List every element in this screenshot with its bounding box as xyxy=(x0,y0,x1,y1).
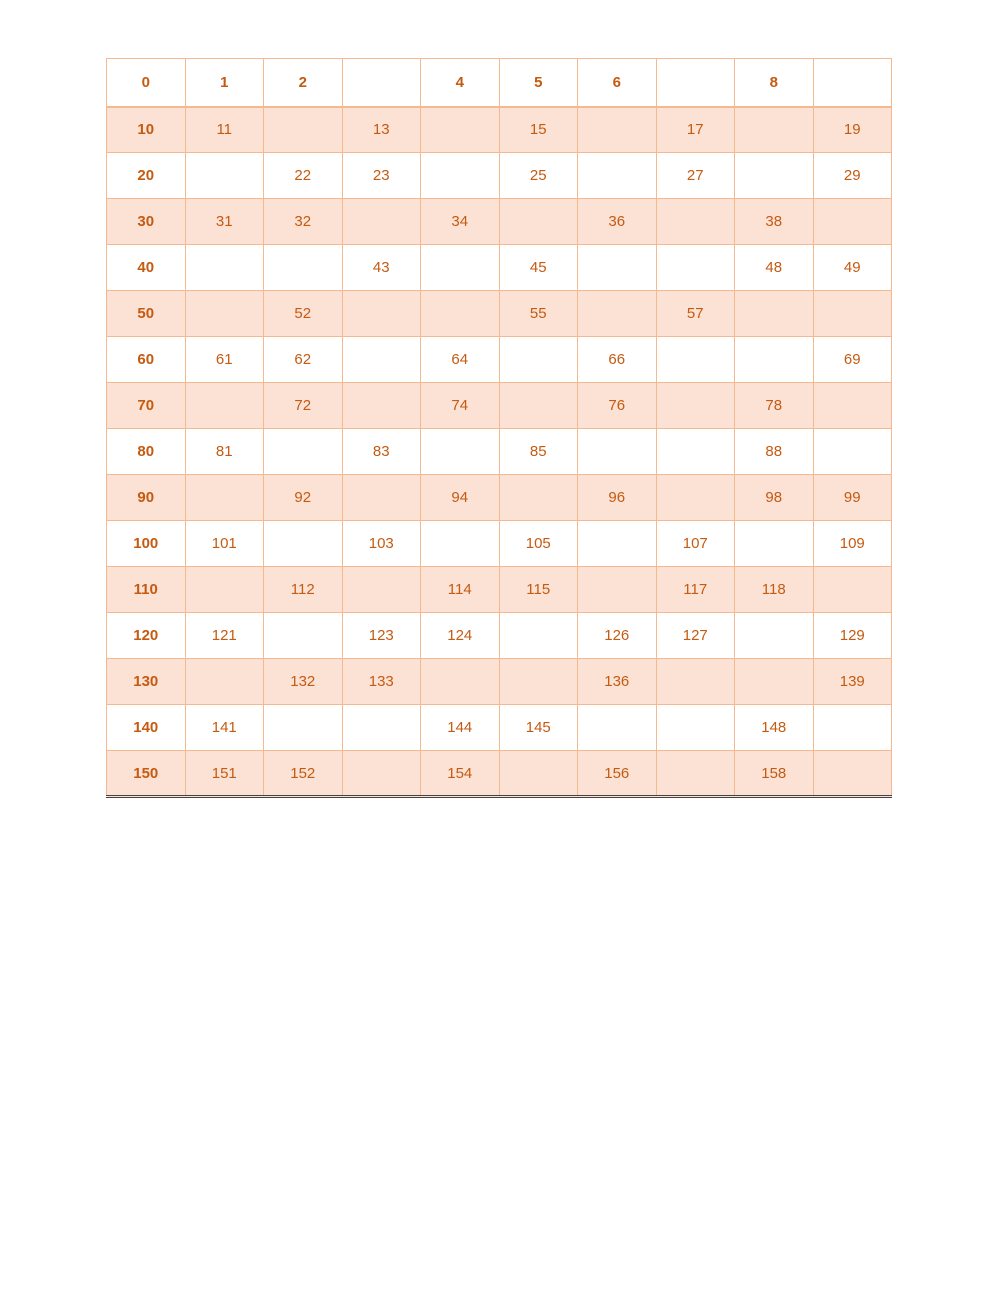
number-cell xyxy=(342,705,421,751)
number-cell xyxy=(185,383,264,429)
number-cell xyxy=(735,659,814,705)
number-cell xyxy=(813,751,892,797)
number-cell xyxy=(342,337,421,383)
table-row xyxy=(107,107,892,153)
number-cell: 29 xyxy=(813,153,892,199)
number-cell: 124 xyxy=(421,613,500,659)
number-cell: 144 xyxy=(421,705,500,751)
number-cell: 83 xyxy=(342,429,421,475)
number-cell: 141 xyxy=(185,705,264,751)
table-row xyxy=(107,705,892,751)
row-label-cell: 70 xyxy=(107,383,186,429)
row-label-cell: 100 xyxy=(107,521,186,567)
number-cell xyxy=(656,337,735,383)
table-row xyxy=(107,751,892,797)
number-cell xyxy=(185,659,264,705)
number-cell xyxy=(578,245,657,291)
row-label-cell: 20 xyxy=(107,153,186,199)
number-cell xyxy=(656,659,735,705)
table-row xyxy=(107,567,892,613)
number-cell xyxy=(578,153,657,199)
number-cell xyxy=(499,475,578,521)
number-cell xyxy=(264,429,343,475)
number-grid-body xyxy=(107,59,892,797)
number-cell: 81 xyxy=(185,429,264,475)
number-cell: 92 xyxy=(264,475,343,521)
number-cell xyxy=(578,705,657,751)
number-cell xyxy=(656,429,735,475)
number-cell: 55 xyxy=(499,291,578,337)
row-label-cell: 110 xyxy=(107,567,186,613)
number-cell xyxy=(578,291,657,337)
number-cell: 69 xyxy=(813,337,892,383)
number-cell: 43 xyxy=(342,245,421,291)
number-cell: 94 xyxy=(421,475,500,521)
number-cell: 107 xyxy=(656,521,735,567)
number-cell: 118 xyxy=(735,567,814,613)
number-cell xyxy=(499,337,578,383)
number-cell: 13 xyxy=(342,107,421,153)
number-cell: 151 xyxy=(185,751,264,797)
number-cell: 99 xyxy=(813,475,892,521)
number-cell: 32 xyxy=(264,199,343,245)
number-cell: 22 xyxy=(264,153,343,199)
number-cell: 132 xyxy=(264,659,343,705)
number-cell: 74 xyxy=(421,383,500,429)
header-cell xyxy=(342,59,421,107)
number-cell: 45 xyxy=(499,245,578,291)
number-cell xyxy=(499,199,578,245)
number-cell xyxy=(499,751,578,797)
number-cell: 36 xyxy=(578,199,657,245)
number-cell: 156 xyxy=(578,751,657,797)
row-label-cell: 30 xyxy=(107,199,186,245)
number-cell xyxy=(185,475,264,521)
number-grid-container xyxy=(106,58,892,798)
number-cell xyxy=(735,291,814,337)
number-cell: 152 xyxy=(264,751,343,797)
number-cell xyxy=(264,107,343,153)
number-cell xyxy=(499,659,578,705)
number-cell: 38 xyxy=(735,199,814,245)
number-cell xyxy=(421,107,500,153)
number-cell xyxy=(578,429,657,475)
number-cell xyxy=(185,245,264,291)
number-cell: 115 xyxy=(499,567,578,613)
number-cell xyxy=(421,659,500,705)
number-cell: 98 xyxy=(735,475,814,521)
header-cell: 2 xyxy=(264,59,343,107)
number-cell: 76 xyxy=(578,383,657,429)
row-label-cell: 130 xyxy=(107,659,186,705)
number-cell: 109 xyxy=(813,521,892,567)
number-cell xyxy=(813,567,892,613)
number-cell: 101 xyxy=(185,521,264,567)
number-cell: 57 xyxy=(656,291,735,337)
table-row xyxy=(107,153,892,199)
number-cell: 72 xyxy=(264,383,343,429)
number-cell xyxy=(421,521,500,567)
row-label-cell: 150 xyxy=(107,751,186,797)
number-cell xyxy=(185,567,264,613)
number-cell: 23 xyxy=(342,153,421,199)
header-cell xyxy=(813,59,892,107)
number-cell: 27 xyxy=(656,153,735,199)
number-cell xyxy=(656,383,735,429)
number-cell: 139 xyxy=(813,659,892,705)
number-cell: 112 xyxy=(264,567,343,613)
number-cell: 114 xyxy=(421,567,500,613)
number-cell: 17 xyxy=(656,107,735,153)
table-row xyxy=(107,245,892,291)
header-cell: 4 xyxy=(421,59,500,107)
header-cell: 5 xyxy=(499,59,578,107)
number-cell xyxy=(342,383,421,429)
number-cell: 121 xyxy=(185,613,264,659)
number-cell xyxy=(421,291,500,337)
number-cell xyxy=(342,567,421,613)
row-label-cell: 140 xyxy=(107,705,186,751)
number-cell: 148 xyxy=(735,705,814,751)
row-label-cell: 120 xyxy=(107,613,186,659)
number-cell xyxy=(735,153,814,199)
number-cell: 154 xyxy=(421,751,500,797)
number-cell xyxy=(264,245,343,291)
number-cell xyxy=(656,245,735,291)
number-grid-table xyxy=(106,58,892,798)
table-row xyxy=(107,613,892,659)
number-cell: 52 xyxy=(264,291,343,337)
row-label-cell: 90 xyxy=(107,475,186,521)
number-cell xyxy=(656,475,735,521)
number-cell: 158 xyxy=(735,751,814,797)
number-cell: 136 xyxy=(578,659,657,705)
table-row xyxy=(107,199,892,245)
number-cell xyxy=(342,291,421,337)
number-cell xyxy=(342,199,421,245)
number-cell xyxy=(735,337,814,383)
number-cell: 19 xyxy=(813,107,892,153)
number-cell xyxy=(264,705,343,751)
row-label-cell: 10 xyxy=(107,107,186,153)
number-cell: 123 xyxy=(342,613,421,659)
number-cell xyxy=(656,751,735,797)
number-cell: 133 xyxy=(342,659,421,705)
number-cell xyxy=(185,153,264,199)
number-cell: 62 xyxy=(264,337,343,383)
header-cell: 6 xyxy=(578,59,657,107)
number-cell xyxy=(421,429,500,475)
number-cell: 88 xyxy=(735,429,814,475)
number-cell: 105 xyxy=(499,521,578,567)
row-label-cell: 50 xyxy=(107,291,186,337)
number-cell xyxy=(421,245,500,291)
number-cell xyxy=(578,107,657,153)
number-cell: 117 xyxy=(656,567,735,613)
table-row xyxy=(107,429,892,475)
number-cell: 31 xyxy=(185,199,264,245)
row-label-cell: 60 xyxy=(107,337,186,383)
number-cell xyxy=(264,521,343,567)
header-cell: 1 xyxy=(185,59,264,107)
number-cell xyxy=(735,613,814,659)
number-cell xyxy=(735,107,814,153)
header-cell: 0 xyxy=(107,59,186,107)
number-cell: 64 xyxy=(421,337,500,383)
header-cell: 8 xyxy=(735,59,814,107)
number-cell xyxy=(813,705,892,751)
number-cell: 145 xyxy=(499,705,578,751)
number-cell xyxy=(735,521,814,567)
table-row xyxy=(107,337,892,383)
number-cell: 34 xyxy=(421,199,500,245)
header-cell xyxy=(656,59,735,107)
number-cell: 78 xyxy=(735,383,814,429)
row-label-cell: 40 xyxy=(107,245,186,291)
header-row xyxy=(107,59,892,107)
number-cell xyxy=(578,567,657,613)
number-cell xyxy=(185,291,264,337)
number-cell: 127 xyxy=(656,613,735,659)
number-cell xyxy=(813,199,892,245)
number-cell: 48 xyxy=(735,245,814,291)
number-cell xyxy=(578,521,657,567)
number-cell xyxy=(264,613,343,659)
number-cell xyxy=(813,429,892,475)
number-cell: 15 xyxy=(499,107,578,153)
number-cell xyxy=(342,751,421,797)
number-cell: 61 xyxy=(185,337,264,383)
number-cell: 126 xyxy=(578,613,657,659)
number-cell: 85 xyxy=(499,429,578,475)
number-cell xyxy=(421,153,500,199)
table-row xyxy=(107,291,892,337)
number-cell: 103 xyxy=(342,521,421,567)
number-cell: 129 xyxy=(813,613,892,659)
number-cell xyxy=(656,199,735,245)
table-row xyxy=(107,383,892,429)
number-cell xyxy=(342,475,421,521)
number-cell xyxy=(499,383,578,429)
row-label-cell: 80 xyxy=(107,429,186,475)
number-cell: 49 xyxy=(813,245,892,291)
number-cell: 25 xyxy=(499,153,578,199)
number-cell xyxy=(813,383,892,429)
number-cell xyxy=(656,705,735,751)
table-row xyxy=(107,659,892,705)
number-cell: 96 xyxy=(578,475,657,521)
table-row xyxy=(107,475,892,521)
table-row xyxy=(107,521,892,567)
number-cell xyxy=(813,291,892,337)
number-cell xyxy=(499,613,578,659)
number-cell: 11 xyxy=(185,107,264,153)
number-cell: 66 xyxy=(578,337,657,383)
